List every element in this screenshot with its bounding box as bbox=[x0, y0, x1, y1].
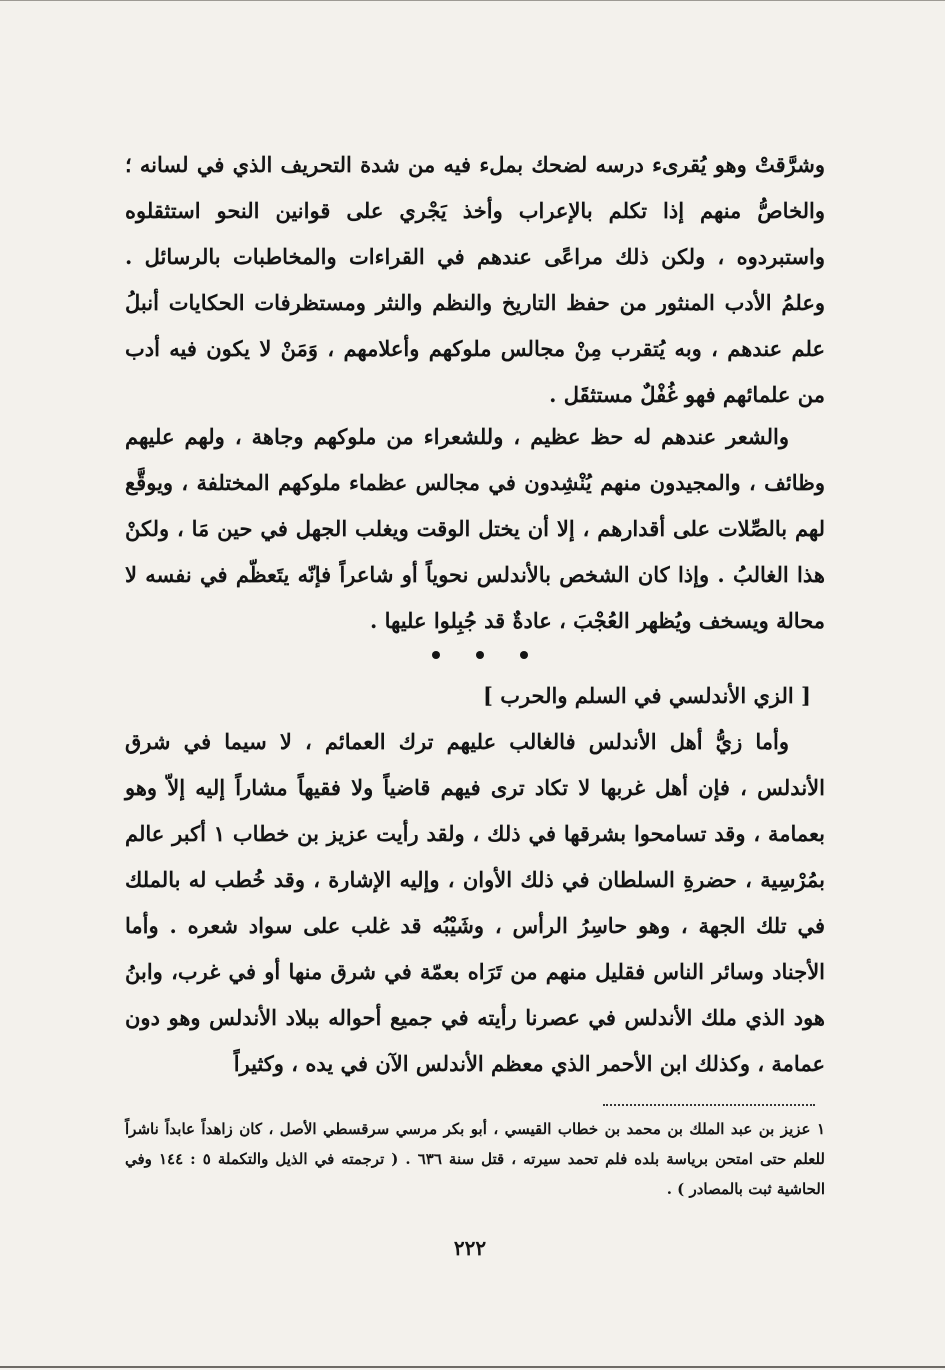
separator-dot bbox=[432, 651, 440, 659]
separator-dot bbox=[476, 651, 484, 659]
scan-top-edge bbox=[0, 0, 945, 1]
paragraph-dress bbox=[125, 719, 825, 1087]
paragraph-text: وشرَّقتْ وهو يُقرىء درسه لضحك بملء فيه من شدة التحريف الذي في لسانه ؛ والخاصُّ منهم إذا تكلم بالإعراب وأخذ يَجْري على قوانين النحو استثقلوه واستبردوه ، ولكن ذلك مراعًى عندهم في القراءات والمخاطبات بالرسائل . وعلمُ الأدب المنثور من حفظ التاريخ والنظم والنثر ومستظرفات الحكايات أنبلُ علم عندهم ، وبه يُتقرب مِنْ مجالس ملوكهم وأعلامهم ، وَمَنْ لا يكون فيه أدب من علمائهم فهو غُفْلٌ مستثقَل . bbox=[125, 152, 825, 407]
section-separator bbox=[380, 640, 580, 670]
section-heading: [ الزي الأندلسي في السلم والحرب ] bbox=[482, 683, 811, 708]
scan-bottom-edge bbox=[0, 1366, 945, 1368]
paragraph-language-and-literature bbox=[125, 142, 825, 418]
footnote-divider bbox=[603, 1104, 815, 1106]
paragraph-text: والشعر عندهم له حظ عظيم ، وللشعراء من ملوكهم وجاهة ، ولهم عليهم وظائف ، والمجيدون منهم يُنْشِدون في مجالس عظماء ملوكهم المختلفة ، ويوقَّع لهم بالصِّلات على أقدارهم ، إلا أن يختل الوقت ويغلب الجهل في حين مَا ، ولكنْ هذا الغالبُ . وإذا كان الشخص بالأندلس نحوياً أو شاعراً فإنّه يتَعظّم في نفسه لا محالة ويسخف ويُظهر العُجْبَ ، عادةٌ قد جُبِلوا عليها . bbox=[125, 424, 825, 633]
footnote bbox=[125, 1114, 825, 1204]
page-number: ٢٢٢ bbox=[453, 1236, 487, 1260]
separator-dot bbox=[520, 651, 528, 659]
paragraph-text: وأما زيُّ أهل الأندلس فالغالب عليهم ترك العمائم ، لا سيما في شرق الأندلس ، فإن أهل غربها لا تكاد ترى فيهم قاضياً ولا فقيهاً مشاراً إليه إلاّ وهو بعمامة ، وقد تسامحوا بشرقها في ذلك ، ولقد رأيت عزيز بن خطاب ١ أكبر عالم بمُرْسِية ، حضرةِ السلطان في ذلك الأوان ، وإليه الإشارة ، وقد خُطب له بالملك في تلك الجهة ، وهو حاسِرُ الرأس ، وشَيْبُه قد غلب على سواد شعره . وأما الأجناد وسائر الناس فقليل منهم من تَرَاه بعمّة في شرق منها أو في غرب، وابنُ هود الذي ملك الأندلس في عصرنا رأيته في جميع أحواله ببلاد الأندلس وهو دون عمامة ، وكذلك ابن الأحمر الذي معظم الأندلس الآن في يده ، وكثيراً bbox=[125, 729, 825, 1076]
paragraph-poetry bbox=[125, 414, 825, 644]
footnote-text: ١ عزيز بن عبد الملك بن محمد بن خطاب القيسي ، أبو بكر مرسي سرقسطي الأصل ، كان زاهداً عابداً ناشراً للعلم حتى امتحن برياسة بلده فلم تحمد سيرته ، قتل سنة ٦٣٦ . ( ترجمته في الذيل والتكملة ٥ : ١٤٤ وفي الحاشية ثبت بالمصادر ) . bbox=[125, 1120, 826, 1198]
